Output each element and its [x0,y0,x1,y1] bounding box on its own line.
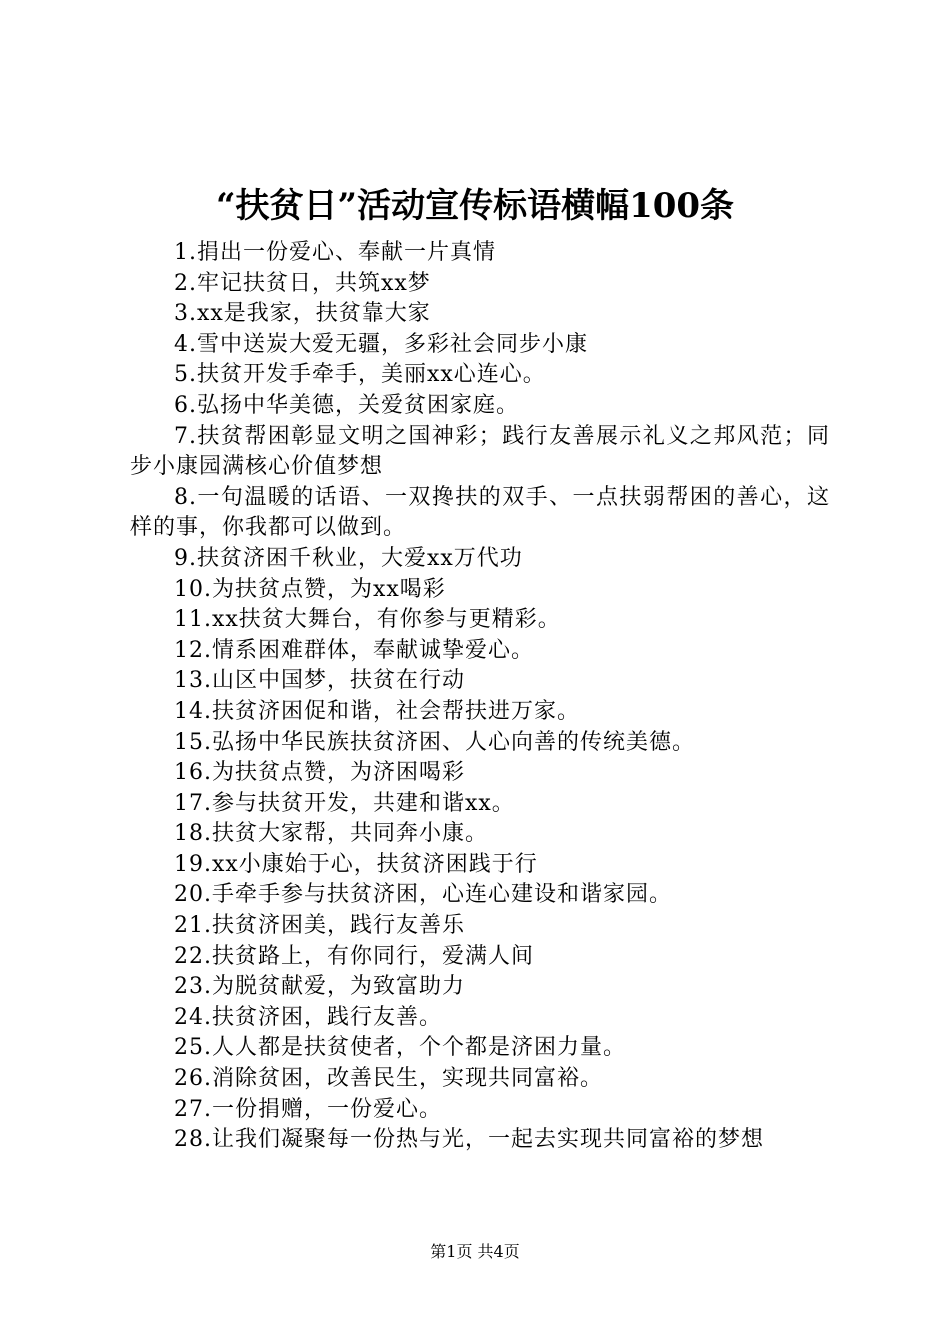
list-item: 6.弘扬中华美德，关爱贫困家庭。 [174,392,519,418]
list-item: 20.手牵手参与扶贫济困，心连心建设和谐家园。 [174,882,672,908]
list-item: 23.为脱贫献爱，为致富助力 [174,974,465,1000]
list-item: 18.扶贫大家帮，共同奔小康。 [174,821,488,847]
list-item: 10.为扶贫点赞，为xx喝彩 [174,576,446,602]
list-item: 27.一份捐赠，一份爱心。 [174,1096,442,1122]
page-footer: 第1页 共4页 [430,1242,520,1261]
list-item: 15.弘扬中华民族扶贫济困、人心向善的传统美德。 [174,729,695,755]
list-item: 4.雪中送炭大爱无疆，多彩社会同步小康 [174,331,588,357]
document-title: “扶贫日”活动宣传标语横幅100条 [215,186,735,226]
list-item: 13.山区中国梦，扶贫在行动 [174,668,465,694]
list-item: 5.扶贫开发手牵手，美丽xx心连心。 [174,362,546,388]
list-item: 16.为扶贫点赞，为济困喝彩 [174,760,465,786]
slogan-list [130,238,830,1156]
list-item: 1.捐出一份爱心、奉献一片真情 [174,240,496,265]
list-item: 19.xx小康始于心，扶贫济困践于行 [174,851,538,877]
list-item: 12.情系困难群体，奉献诚挚爱心。 [174,637,534,663]
list-item: 17.参与扶贫开发，共建和谐xx。 [174,790,515,816]
list-item: 25.人人都是扶贫使者，个个都是济困力量。 [174,1035,626,1061]
list-item: 26.消除贫困，改善民生，实现共同富裕。 [174,1066,603,1092]
list-item: 3.xx是我家，扶贫靠大家 [174,301,431,327]
list-item: 8.一句温暖的话语、一双搀扶的双手、一点扶弱帮困的善心，这样的事，你我都可以做到。 [130,484,830,541]
list-item: 22.扶贫路上，有你同行，爱满人间 [174,943,534,969]
list-item: 21.扶贫济困美，践行友善乐 [174,913,465,939]
list-item: 28.让我们凝聚每一份热与光，一起去实现共同富裕的梦想 [174,1127,764,1153]
list-item: 14.扶贫济困促和谐，社会帮扶进万家。 [174,698,580,724]
list-item: 11.xx扶贫大舞台，有你参与更精彩。 [174,607,561,633]
list-item: 7.扶贫帮困彰显文明之国神彩；践行友善展示礼义之邦风范；同步小康园满核心价值梦想 [130,423,830,480]
list-item: 2.牢记扶贫日，共筑xx梦 [174,270,431,296]
list-item: 9.扶贫济困千秋业，大爱xx万代功 [174,545,523,571]
list-item: 24.扶贫济困，践行友善。 [174,1004,442,1030]
